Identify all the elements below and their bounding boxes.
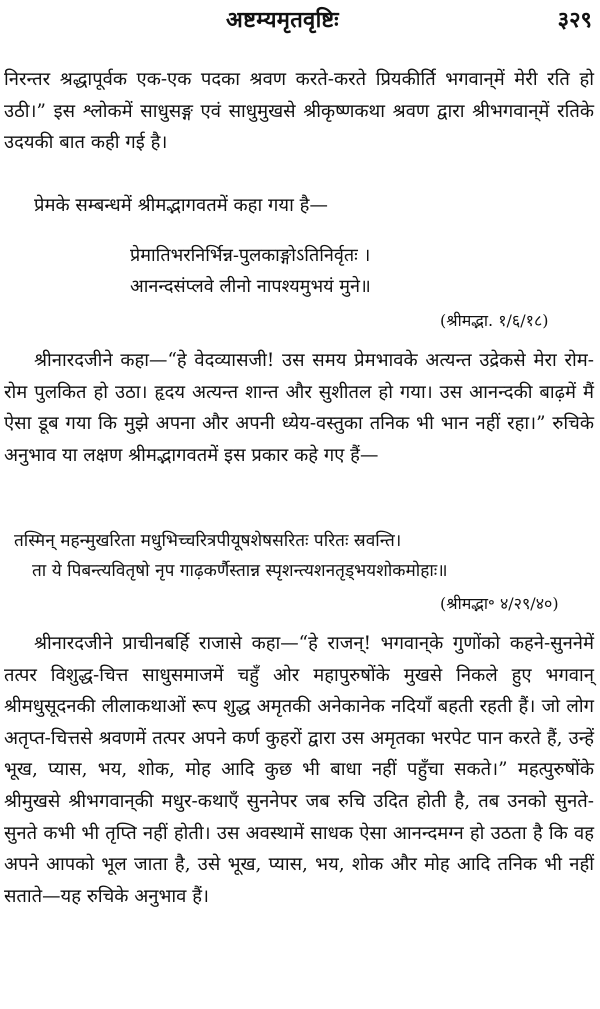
running-title: अष्टम्यमृतवृष्टिः xyxy=(226,7,339,33)
verse-1-line-1: प्रेमातिभरनिर्भिन्न-पुलकाङ्गोऽतिनिर्वृतः । xyxy=(130,245,371,266)
paragraph-2: प्रेमके सम्बन्धमें श्रीमद्भागवतमें कहा गया है— xyxy=(34,195,328,216)
paragraph-3: श्रीनारदजीने कहा—“हे वेदव्यासजी! उस समय प्रेमभावके अत्यन्त उद्रेकसे मेरा रोम-रोम पुलकित हो उठा। हृदय अत्यन्त शान्त और सुशीतल हो गया। उस आनन्दकी बाढ़में मैं ऐसा डूब गया कि मुझे अपना और अपनी ध्येय-वस्तुका तनिक भी भान नहीं रहा।” रुचिके अनुभाव या लक्षण श्रीमद्भागवतमें इस प्रकार कहे गए हैं— xyxy=(4,350,594,466)
verse-1-line-2: आनन्दसंप्लवे लीनो नापश्यमुभयं मुने॥ xyxy=(130,276,371,297)
verse-1-citation: (श्रीमद्भा. १/६/१८) xyxy=(440,311,549,330)
page-number: ३२९ xyxy=(557,7,592,33)
verse-2-line-1: तस्मिन् महन्मुखरिता मधुभिच्चरित्रपीयूषशेषसरितः परितः स्रवन्ति। xyxy=(14,531,402,551)
paragraph-1: निरन्तर श्रद्धापूर्वक एक-एक पदका श्रवण करते-करते प्रियकीर्ति भगवान्‌में मेरी रति हो उठी।” इस श्लोकमें साधुसङ्ग एवं साधुमुखसे श्रीकृष्णकथा श्रवण द्वारा श्रीभगवान्‌में रतिके उदयकी बात कही गई है। xyxy=(4,69,594,153)
paragraph-4: श्रीनारदजीने प्राचीनबर्हि राजासे कहा—“हे राजन्! भगवान्‌के गुणोंको कहने-सुननेमें तत्पर विशुद्ध-चित्त साधुसमाजमें चहुँ ओर महापुरुषोंके मुखसे निकले हुए भगवान् श्रीमधुसूदनकी लीलाकथाओं रूप शुद्ध अमृतकी अनेकानेक नदियाँ बहती रहती हैं। जो लोग अतृप्त-चित्तसे श्रवणमें तत्पर अपने कर्ण कुहरों द्वारा उस अमृतका भरपेट पान करते हैं, उन्हें भूख, प्यास, भय, शोक, मोह आदि कुछ भी बाधा नहीं पहुँचा सकते।” महत्पुरुषोंके श्रीमुखसे श्रीभगवान्‌की मधुर-कथाएँ सुननेपर जब रुचि उदित होती है, तब उनको सुनते-सुनते कभी भी तृप्ति नहीं होती। उस अवस्थामें साधक ऐसा आनन्दमग्न हो उठता है कि वह अपने आपको भूल जाता है, उसे भूख, प्यास, भय, शोक और मोह आदि तनिक भी नहीं सताते—यह रुचिके अनुभाव हैं। xyxy=(4,633,594,907)
verse-2-line-2: ता ये पिबन्त्यवितृषो नृप गाढ़कर्णैस्तान्न स्पृशन्त्यशनतृड्‌भयशोकमोहाः॥ xyxy=(32,561,448,581)
verse-2-citation: (श्रीमद्भा॰ ४/२९/४०) xyxy=(440,594,559,613)
page-header xyxy=(0,2,600,38)
